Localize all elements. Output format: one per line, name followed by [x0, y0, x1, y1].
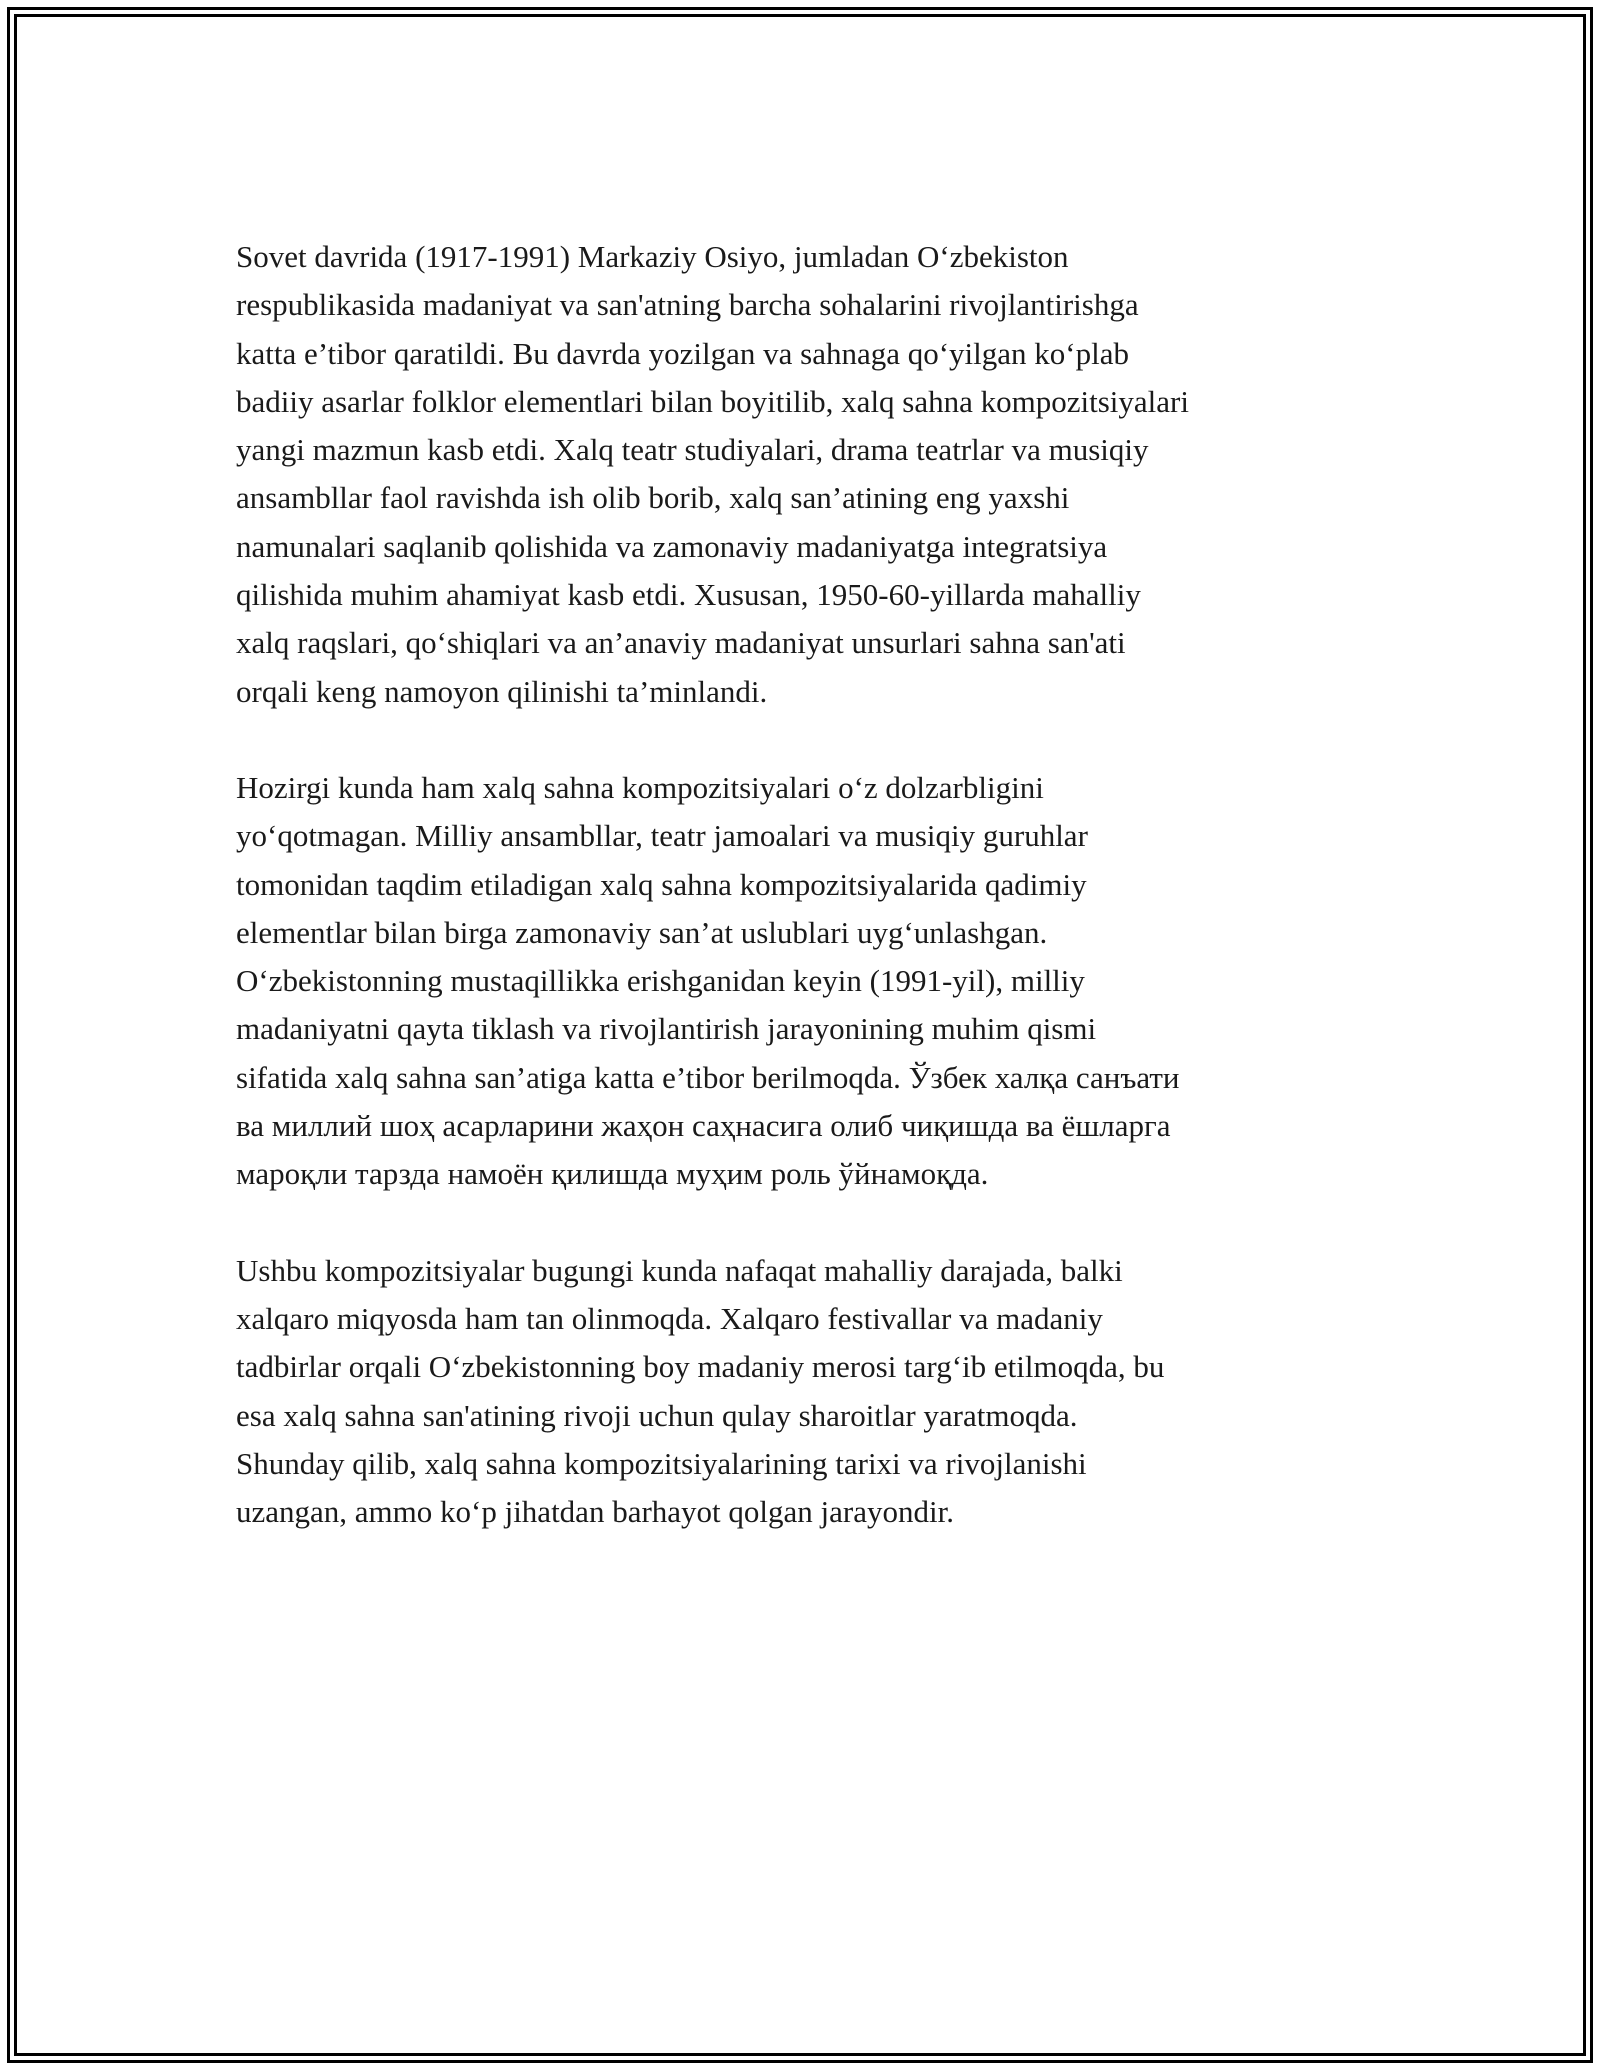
text-line: Ushbu kompozitsiyalar bugungi kunda nafaqat mahalliy darajada, balki: [236, 1252, 1123, 1288]
paragraph-1: [236, 233, 1396, 716]
text-line: elementlar bilan birga zamonaviy san’at uslublari uyg‘unlashgan.: [236, 914, 1048, 950]
text-line: badiiy asarlar folklor elementlari bilan boyitilib, xalq sahna kompozitsiyalari: [236, 383, 1189, 419]
text-line: xalqaro miqyosda ham tan olinmoqda. Xalqaro festivallar va madaniy: [236, 1300, 1103, 1336]
text-line: qilishida muhim ahamiyat kasb etdi. Xususan, 1950-60-yillarda mahalliy: [236, 577, 1141, 613]
text-line: O‘zbekistonning mustaqillikka erishganidan keyin (1991-yil), milliy: [236, 963, 1085, 999]
text-line: ansambllar faol ravishda ish olib borib, xalq san’atining eng yaxshi: [236, 480, 1070, 516]
text-line: мароқли тарзда намоён қилишда муҳим роль ўйнамоқда.: [236, 1156, 989, 1192]
text-line: uzangan, ammo ko‘p jihatdan barhayot qolgan jarayondir.: [236, 1494, 954, 1530]
text-line: xalq raqslari, qo‘shiqlari va an’anaviy madaniyat unsurlari sahna san'ati: [236, 625, 1126, 661]
text-line: tadbirlar orqali O‘zbekistonning boy madaniy merosi targ‘ib etilmoqda, bu: [236, 1349, 1165, 1385]
paragraph-3: [236, 1247, 1396, 1537]
text-line: tomonidan taqdim etiladigan xalq sahna kompozitsiyalarida qadimiy: [236, 866, 1087, 902]
text-line: madaniyatni qayta tiklash va rivojlantirish jarayonining muhim qismi: [236, 1011, 1097, 1047]
text-line: ва миллий шоҳ асарларини жаҳон саҳнасига олиб чиқишда ва ёшларга: [236, 1108, 1171, 1144]
text-line: respublikasida madaniyat va san'atning barcha sohalarini rivojlantirishga: [236, 287, 1139, 323]
text-line: Hozirgi kunda ham xalq sahna kompozitsiyalari o‘z dolzarbligini: [236, 769, 1044, 805]
text-line: orqali keng namoyon qilinishi ta’minlandi.: [236, 673, 768, 709]
text-line: Shunday qilib, xalq sahna kompozitsiyalarining tarixi va rivojlanishi: [236, 1445, 1087, 1481]
text-line: yangi mazmun kasb etdi. Xalq teatr studiyalari, drama teatrlar va musiqiy: [236, 432, 1149, 468]
text-line: esa xalq sahna san'atining rivoji uchun qulay sharoitlar yaratmoqda.: [236, 1397, 1078, 1433]
text-line: Sovet davrida (1917-1991) Markaziy Osiyo, jumladan O‘zbekiston: [236, 239, 1069, 274]
paragraph-2: [236, 764, 1396, 1199]
text-line: namunalari saqlanib qolishida va zamonaviy madaniyatga integratsiya: [236, 528, 1108, 564]
text-line: yo‘qotmagan. Milliy ansambllar, teatr jamoalari va musiqiy guruhlar: [236, 818, 1088, 854]
document-body: [236, 233, 1396, 1584]
text-line: sifatida xalq sahna san’atiga katta e’tibor berilmoqda. Ўзбек халқа санъати: [236, 1059, 1180, 1095]
text-line: katta e’tibor qaratildi. Bu davrda yozilgan va sahnaga qo‘yilgan ko‘plab: [236, 335, 1129, 371]
